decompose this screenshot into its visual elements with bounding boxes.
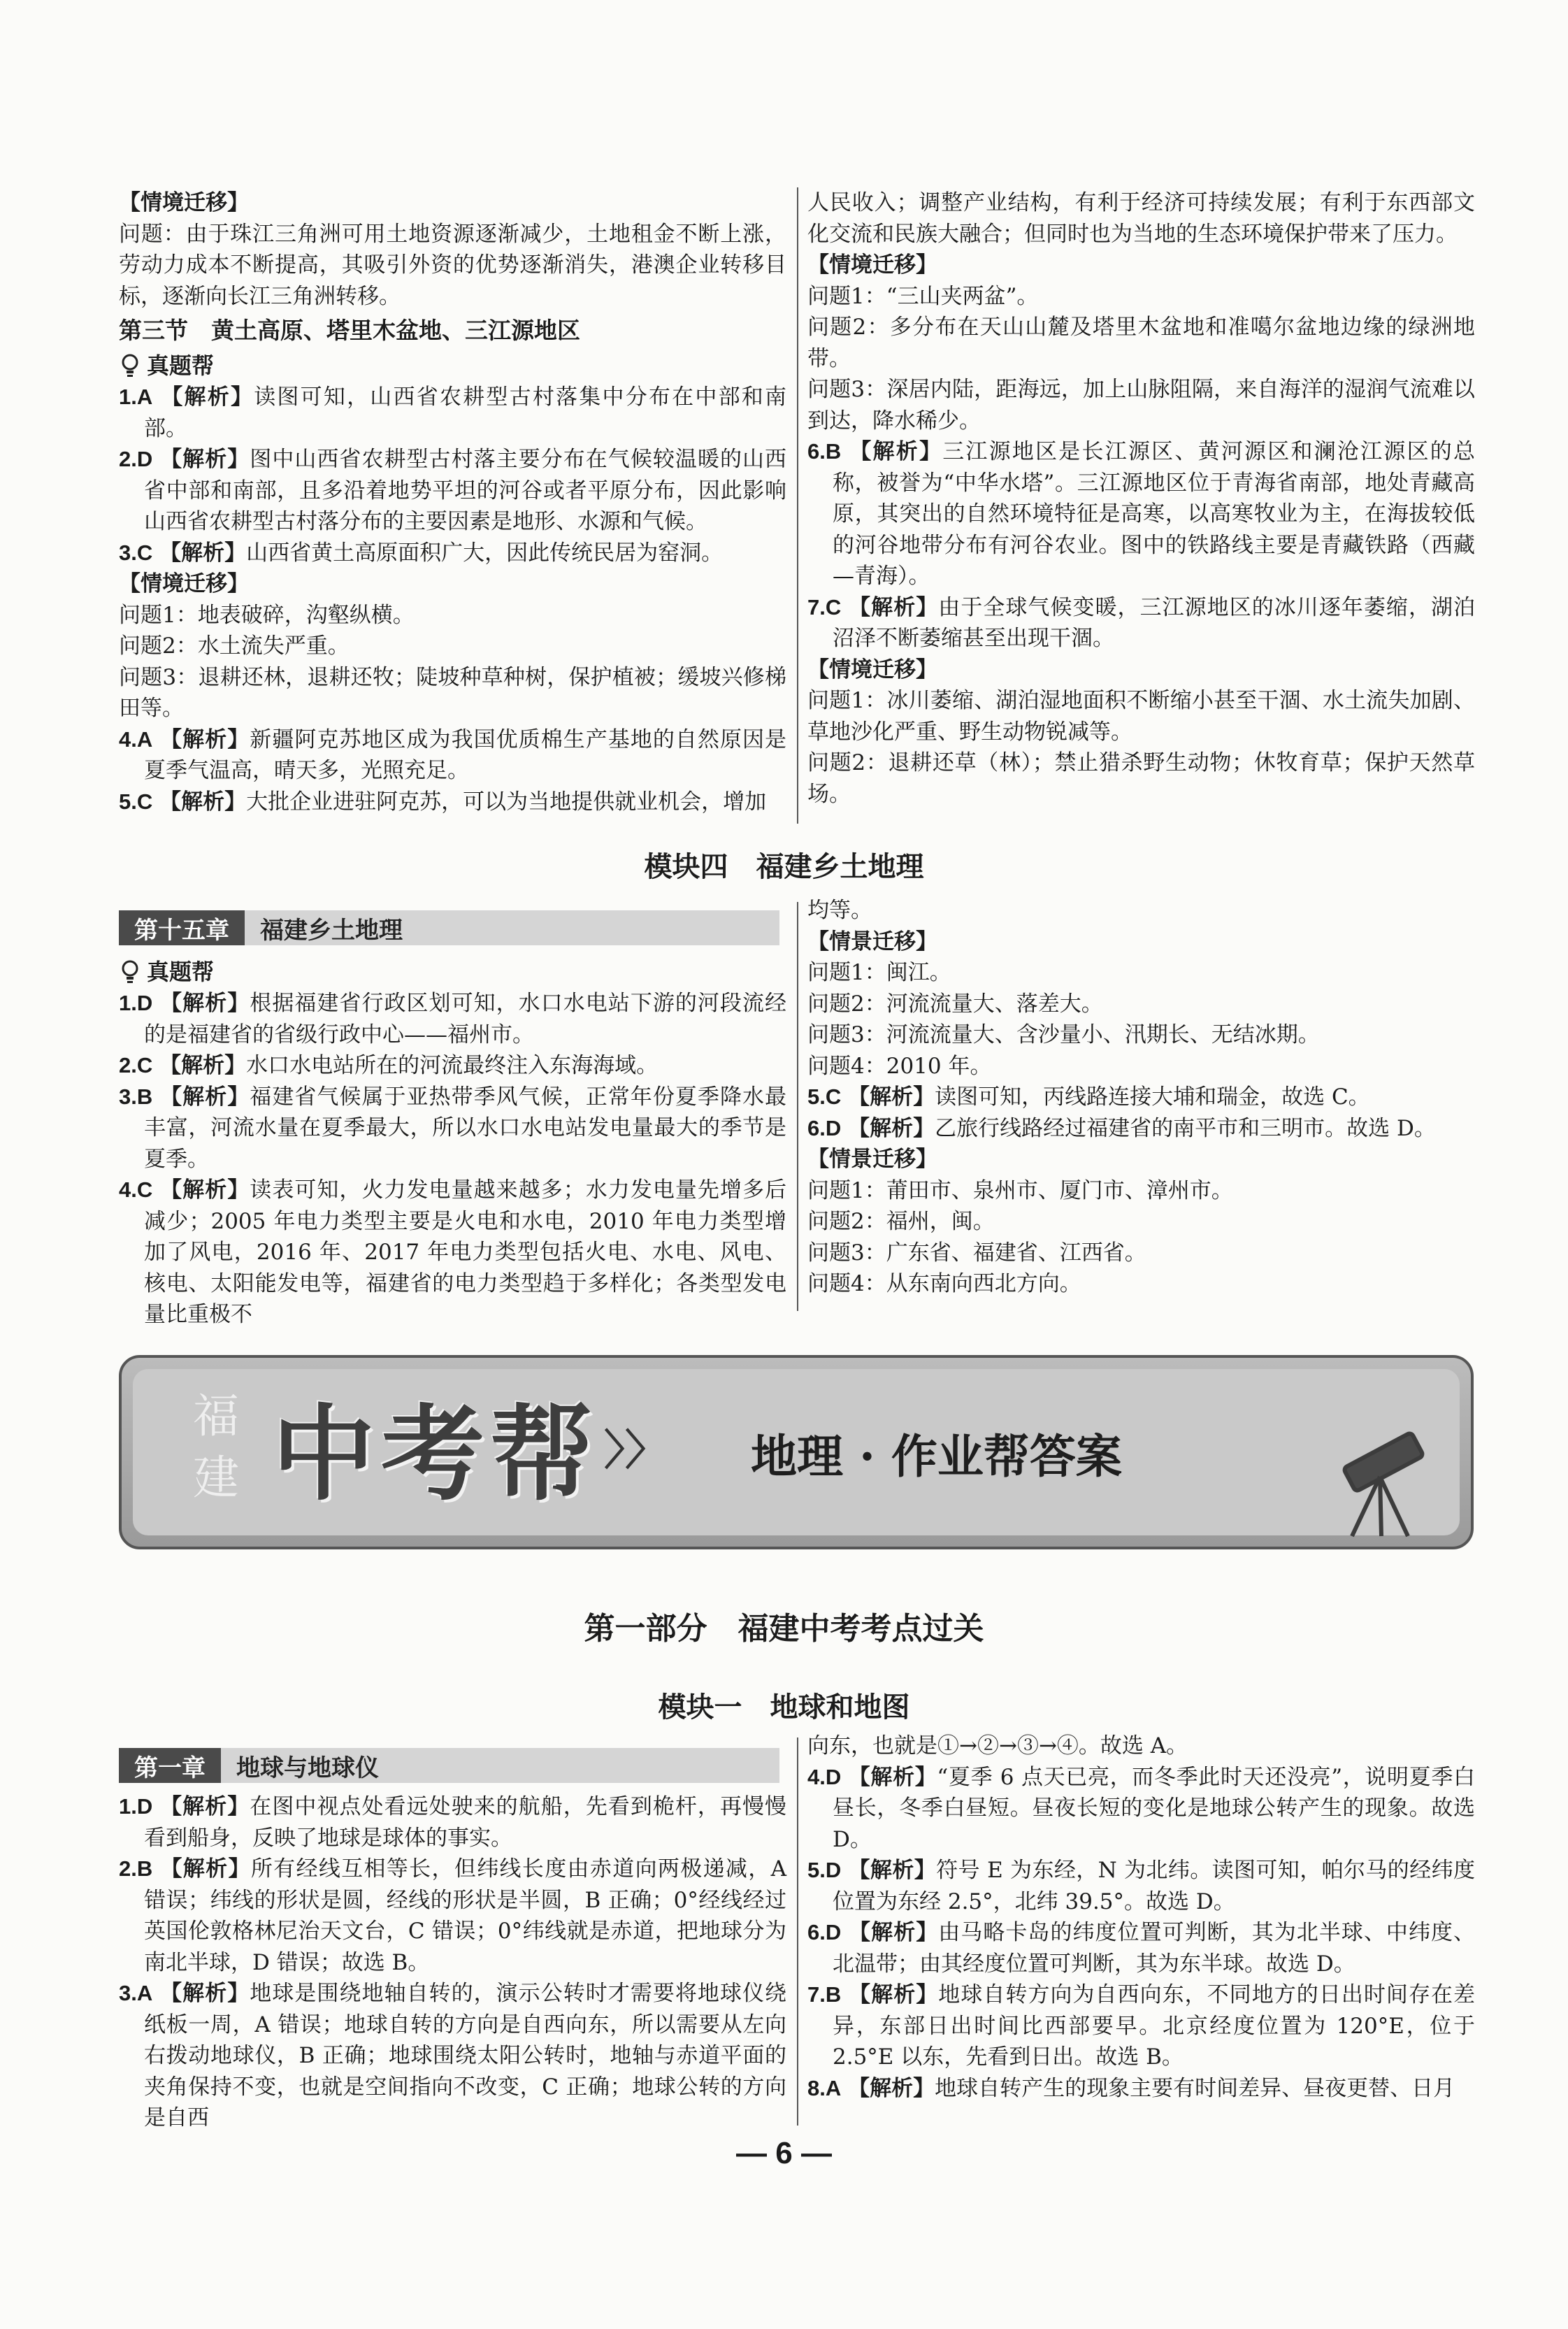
answer-choice: B [136,1084,153,1109]
module1-title: 模块一 地球和地图 [658,1691,910,1724]
question-number: 2. [119,1053,137,1077]
answer-choice: D [136,1794,153,1819]
answer-item [807,1082,1475,1113]
explanation-label: 【解析】 [160,447,250,472]
answer-line: 问题3：河流流量大、含沙量小、汛期长、无结冰期。 [807,1022,1320,1047]
explanation-label: 【解析】 [848,1858,937,1883]
question-number: 6. [807,1115,826,1140]
answer-line: 问题1：莆田市、泉州市、厦门市、漳州市。 [807,1177,1233,1203]
explanation-text: 新疆阿克苏地区成为我国优质棉生产基地的自然原因是夏季气温高，晴天多，光照充足。 [144,726,787,783]
answer-line: 问题4：从东南向西北方向。 [807,1271,1081,1296]
explanation-text: 乙旅行线路经过福建省的南平市和三明市。故选 D。 [935,1115,1436,1141]
zhentibang-label: 真题帮 [147,959,215,985]
answer-choice: D [136,447,153,471]
answer-choice: C [136,540,153,565]
answer-item [807,592,1475,654]
answer-choice: B [825,439,842,464]
section1-column-divider [797,187,798,824]
answer-line: 问题2：河流流量大、落差大。 [807,991,1103,1017]
explanation-label: 【解析】 [848,1084,935,1110]
question-number: 1. [119,385,137,409]
answer-item [119,988,786,1050]
context-transfer-label: 【情景迁移】 [807,929,937,954]
continued-text: 均等。 [807,898,872,923]
answer-item [807,1855,1475,1917]
explanation-text: 读图可知，丙线路连接大埔和瑞金，故选 C。 [935,1084,1370,1110]
explanation-label: 【解析】 [849,1920,939,1945]
explanation-text: “夏季 6 点天已亮，而冬季此时天还没亮”，说明夏季白昼长，冬季白昼短。昼夜长短的变化是地球公转产生的现象。故选 D。 [833,1764,1475,1852]
question-number: 1. [119,1794,137,1819]
explanation-text: 大批企业进驻阿克苏，可以为当地提供就业机会，增加 [246,789,767,815]
explanation-label: 【解析】 [159,540,247,566]
zhentibang-heading [119,956,786,988]
explanation-label: 【解析】 [160,726,250,752]
answer-line: 问题4：2010 年。 [807,1053,992,1079]
section1-left-column [119,187,786,817]
continued-text: 人民收入；调整产业结构，有利于经济可持续发展；有利于东西部文化交流和民族大融合；但同时也为当地的生态环境保护带来了压力。 [807,190,1475,247]
chapter15-header [119,910,779,945]
answer-line: 问题3：退耕还林，退耕还牧；陡坡种草种树，保护植被；缓坡兴修梯田等。 [119,664,786,721]
explanation-label: 【解析】 [161,385,254,410]
answer-line: 问题3：深居内陆，距海远，加上山脉阻隔，来自海洋的湿润气流难以到达，降水稀少。 [807,377,1475,433]
question-number: 5. [119,789,137,814]
answer-line: 问题2：多分布在天山山麓及塔里木盆地和准噶尔盆地边缘的绿洲地带。 [807,315,1475,371]
chapter15-name: 福建乡土地理 [260,916,403,945]
chapter1-name: 地球与地球仪 [236,1754,379,1782]
section2-left-column [119,956,786,1331]
answer-item [807,2073,1475,2105]
context-transfer-label: 【情境迁移】 [807,657,937,682]
zhongkaobang-banner [119,1355,1474,1549]
answer-choice: D [825,1920,842,1944]
answer-choice: C [825,1084,842,1109]
answer-item [119,1050,786,1082]
explanation-label: 【解析】 [160,1084,250,1110]
question-number: 3. [119,1981,137,2005]
answer-item [119,1978,786,2134]
question-number: 8. [807,2075,826,2100]
answer-choice: D [136,991,153,1015]
module4-title: 模块四 福建乡土地理 [644,851,924,883]
question-number: 4. [119,726,137,752]
zhentibang-label: 真题帮 [147,352,215,379]
context-transfer-label: 【情境迁移】 [119,571,249,596]
explanation-label: 【解析】 [849,1982,939,2007]
explanation-text: 由于全球气候变暖，三江源地区的冰川逐年萎缩，湖泊沼泽不断萎缩甚至出现干涸。 [833,594,1476,651]
answer-item [119,444,786,538]
question-number: 2. [119,447,137,471]
explanation-text: 山西省黄土高原面积广大，因此传统民居为窑洞。 [246,540,724,566]
answer-item [119,1791,786,1854]
answer-line: 问题2：退耕还草（林）；禁止猎杀野生动物；休牧育草；保护天然草场。 [807,750,1475,807]
explanation-label: 【解析】 [159,789,247,815]
explanation-text: 三江源地区是长江源区、黄河源区和澜沧江源区的总称，被誉为“中华水塔”。三江源地区位于青海省南部，地处青藏高原，其突出的自然环境特征是高寒，以高寒牧业为主，在海拔较低的河谷地带分布有河谷农业。图中的铁路线主要是青藏铁路（西藏—青海）。 [833,439,1476,589]
answer-choice: A [136,385,153,409]
question-number: 3. [119,1084,137,1109]
answer-item [119,1854,786,1978]
explanation-label: 【解析】 [849,439,943,464]
explanation-label: 【解析】 [160,1177,250,1203]
section2-right-column [807,895,1475,1300]
answer-choice: C [825,594,842,619]
section3-column-divider [797,1737,798,2126]
answer-choice: C [136,1053,153,1077]
explanation-text: 图中山西省农耕型古村落主要分布在气候较温暖的山西省中部和南部，且多沿着地势平坦的河谷或者平原分布，因此影响山西省农耕型古村落分布的主要因素是地形、水源和气候。 [144,447,787,534]
explanation-text: 在图中视点处看远处驶来的航船，先看到桅杆，再慢慢看到船身，反映了地球是球体的事实。 [144,1794,787,1851]
answer-item [119,1175,786,1331]
answer-line: 问题3：广东省、福建省、江西省。 [807,1240,1146,1266]
chapter15-number: 第十五章 [119,910,245,945]
answer-line: 问题1：冰川萎缩、湖泊湿地面积不断缩小甚至干涸、水土流失加剧、草地沙化严重、野生动物锐减等。 [807,688,1475,745]
zhentibang-heading [119,350,786,382]
lightbulb-icon [119,959,141,984]
answer-item [807,1762,1475,1856]
banner-arrow: 〉〉 [604,1426,667,1475]
answer-choice: C [136,789,153,814]
chapter1-header [119,1748,779,1783]
section3-right-column [807,1730,1475,2104]
explanation-label: 【解析】 [848,2075,935,2101]
answer-item [119,382,786,444]
explanation-text: 读表可知，火力发电量越来越多；水力发电量先增多后减少；2005 年电力类型主要是火电和水电，2010 年电力类型增加了风电，2016 年、2017 年电力类型包括火电、水电、风电、核电、太阳能发电等，福建省的电力类型趋于多样化；各类型发电量比重极不 [144,1177,787,1327]
answer-item [119,538,786,569]
answer-item [807,436,1475,592]
answer-line: 问题1：闽江。 [807,960,951,985]
explanation-label: 【解析】 [849,594,939,620]
question-number: 6. [807,1920,826,1944]
part1-title: 第一部分 福建中考考点过关 [584,1611,984,1647]
page-number: — 6 — [736,2136,832,2170]
answer-line: 问题1：“三山夹两盆”。 [807,283,1039,309]
answer-item [119,1082,786,1175]
answer-item [119,787,786,818]
answer-line: 问题2：水土流失严重。 [119,633,350,659]
telescope-icon [1317,1421,1443,1540]
banner-brand: 中考帮 [272,1394,599,1514]
answer-choice: B [136,1856,153,1881]
banner-fujian-char-1: 福 [193,1389,239,1443]
explanation-text: 水口水电站所在的河流最终注入东海海域。 [246,1053,659,1078]
answer-choice: B [825,1982,842,2007]
context-transfer-label: 【情景迁移】 [807,1147,937,1172]
explanation-text: 福建省气候属于亚热带季风气候，正常年份夏季降水最丰富，河流水量在夏季最大，所以水口水电站发电量最大的季节是夏季。 [144,1084,787,1172]
explanation-label: 【解析】 [160,991,250,1016]
explanation-text: 由马略卡岛的纬度位置可判断，其为北半球、中纬度、北温带；由其经度位置可判断，其为东半球。故选 D。 [833,1920,1476,1977]
answer-choice: A [136,726,153,752]
question-number: 4. [807,1764,826,1789]
question-number: 6. [807,439,826,464]
banner-subtitle: 地理 · 作业帮答案 [751,1429,1122,1484]
question-number: 4. [119,1177,137,1202]
section1-right-column [807,187,1475,810]
explanation-text: 地球自转产生的现象主要有时间差异、昼夜更替、日月 [935,2075,1455,2101]
question-number: 5. [807,1858,826,1882]
explanation-text: 所有经线互相等长，但纬线长度由赤道向两极递减，A 错误；纬线的形状是圆，经线的形状是半圆，B 正确；0°经线经过英国伦敦格林尼治天文台，C 错误；0°纬线就是赤道，把地球分为南北半球，D 错误；故选 B。 [144,1856,787,1975]
answer-choice: A [136,1981,153,2005]
answer-line: 问题1：地表破碎，沟壑纵横。 [119,602,415,628]
banner-fujian-char-2: 建 [193,1451,239,1505]
explanation-text: 地球自转方向为自西向东，不同地方的日出时间存在差异，东部日出时间比西部要早。北京经度位置为 120°E，位于 2.5°E 以东，先看到日出。故选 B。 [833,1982,1476,2070]
answer-choice: A [825,2075,842,2100]
explanation-label: 【解析】 [160,1981,250,2006]
answer-choice: D [825,1858,842,1882]
question-number: 2. [119,1856,137,1881]
lightbulb-icon [119,353,141,378]
explanation-text: 根据福建省行政区划可知，水口水电站下游的河段流经的是福建省的省级行政中心——福州市。 [144,991,787,1047]
explanation-text: 地球是围绕地轴自转的，演示公转时才需要将地球仪绕纸板一周，A 错误；地球自转的方向是自西向东，所以需要从左向右拨动地球仪，B 正确；地球围绕太阳公转时，地轴与赤道平面的夹角保持不变，也就是空间指向不改变，C 正确；地球公转的方向是自西 [144,1981,787,2130]
answer-item [807,1979,1475,2073]
answer-choice: D [825,1115,842,1140]
answer-choice: D [825,1764,842,1789]
question-number: 7. [807,594,826,619]
answer-item [119,724,786,787]
section-heading: 第三节 黄土高原、塔里木盆地、三江源地区 [119,317,580,344]
explanation-label: 【解析】 [159,1053,247,1078]
explanation-text: 符号 E 为东经，N 为北纬。读图可知，帕尔马的经纬度位置为东经 2.5°，北纬 39.5°。故选 D。 [833,1858,1476,1914]
explanation-label: 【解析】 [848,1764,937,1790]
chapter1-number: 第一章 [119,1748,221,1783]
question-number: 1. [119,991,137,1015]
question-number: 3. [119,540,137,565]
section2-column-divider [797,902,798,1311]
section3-left-column [119,1791,786,2134]
answer-item [807,1113,1475,1145]
question-number: 7. [807,1982,826,2007]
context-transfer-label: 【情境迁移】 [807,252,937,278]
explanation-text: 读图可知，山西省农耕型古村落集中分布在中部和南部。 [144,385,787,441]
answer-choice: C [136,1177,153,1202]
question-number: 5. [807,1084,826,1109]
banner-fujian-label [192,1386,240,1509]
explanation-label: 【解析】 [160,1856,251,1882]
answer-item [807,1917,1475,1979]
explanation-label: 【解析】 [848,1115,935,1141]
context-transfer-label: 【情境迁移】 [119,190,249,215]
answer-line: 问题2：福州，闽。 [807,1209,995,1234]
answer-line: 问题：由于珠江三角洲可用土地资源逐渐减少，土地租金不断上涨，劳动力成本不断提高，其吸引外资的优势逐渐消失，港澳企业转移目标，逐渐向长江三角洲转移。 [119,221,786,309]
explanation-label: 【解析】 [160,1794,250,1819]
continued-text: 向东，也就是①→②→③→④。故选 A。 [807,1733,1188,1758]
